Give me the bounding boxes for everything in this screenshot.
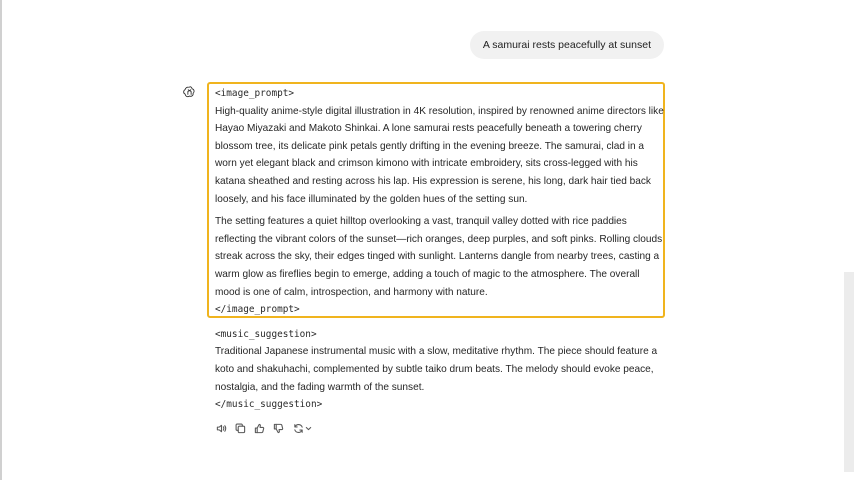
- assistant-logo-icon: [183, 85, 196, 98]
- scrollbar[interactable]: [844, 272, 854, 472]
- window-left-border: [0, 0, 2, 480]
- assistant-response: [215, 85, 667, 414]
- chevron-down-icon: [305, 425, 312, 432]
- regenerate-button[interactable]: [291, 422, 313, 434]
- image-prompt-paragraph-1: High-quality anime-style digital illustration in 4K resolution, inspired by renowned anime directors like Hayao Miyazaki and Makoto Shinkai. A lone samurai rests peacefully beneath a towering cherry blossom tree, its delicate pink petals gently drifting in the evening breeze. The samurai, clad in a worn yet elegant black and crimson kimono with intricate embroidery, sits cross-legged with his katana sheathed and resting across his lap. His expression is serene, his long, dark hair tied back loosely, and his face illuminated by the golden hues of the setting sun.: [215, 105, 664, 205]
- message-action-bar: [215, 420, 313, 436]
- bad-response-button[interactable]: [272, 422, 284, 434]
- image-prompt-close-tag: </image_prompt>: [215, 304, 300, 316]
- copy-icon: [235, 423, 246, 434]
- image-prompt-paragraph-2: The setting features a quiet hilltop overlooking a vast, tranquil valley dotted with rice paddies reflecting the vibrant colors of the sunset—rich oranges, deep purples, and soft pinks. Rolling clouds streak across the sky, their edges tinged with sunlight. Lanterns dangle from nearby trees, casting a warm glow as fireflies begin to emerge, adding a touch of magic to the atmosphere. The overall mood is one of calm, introspection, and harmony with nature.: [215, 216, 663, 298]
- speaker-icon: [216, 423, 227, 434]
- read-aloud-button[interactable]: [215, 422, 227, 434]
- image-prompt-open-tag: <image_prompt>: [215, 88, 295, 99]
- regenerate-icon: [293, 423, 304, 434]
- user-message-bubble: A samurai rests peacefully at sunset: [470, 31, 664, 59]
- music-suggestion-close-tag: </music_suggestion>: [215, 399, 323, 411]
- copy-button[interactable]: [234, 422, 246, 434]
- music-suggestion-text: Traditional Japanese instrumental music with a slow, meditative rhythm. The piece should feature a koto and shakuhachi, complemented by subtle taiko drum beats. The melody should evoke peace, nostalgia, and the fading warmth of the sunset.: [215, 346, 658, 393]
- thumbs-down-icon: [273, 423, 284, 434]
- music-suggestion-open-tag: <music_suggestion>: [215, 328, 317, 340]
- thumbs-up-icon: [254, 423, 265, 434]
- good-response-button[interactable]: [253, 422, 265, 434]
